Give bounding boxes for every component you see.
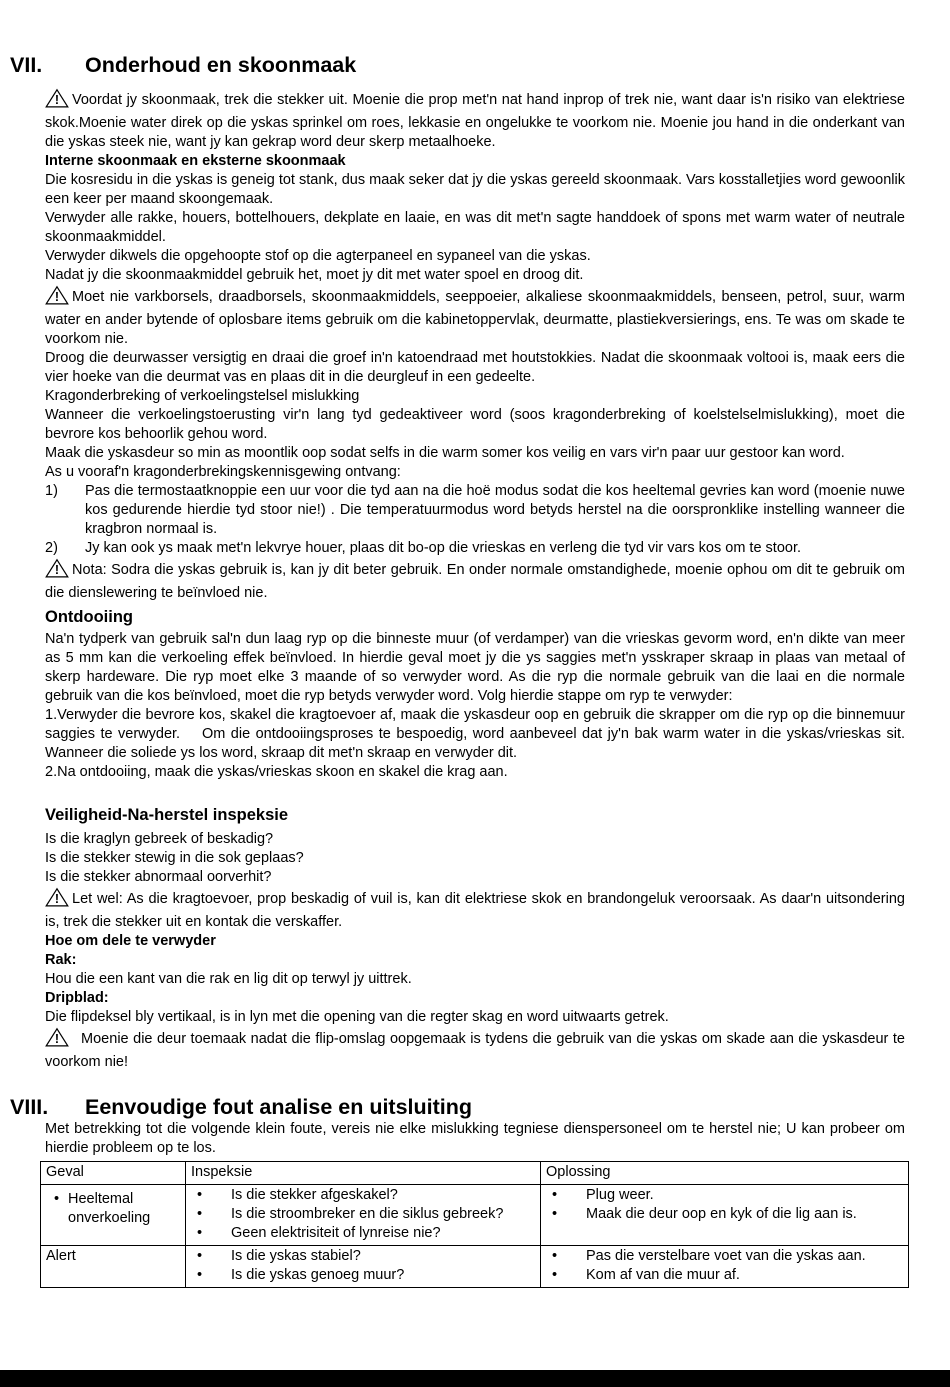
oplossing-text: Kom af van die muur af. <box>586 1267 740 1283</box>
bullet-item <box>46 1186 180 1228</box>
geval-text: Heeltemal onverkoeling <box>68 1191 151 1226</box>
bullet-item <box>546 1205 903 1224</box>
oplossing-text: Maak die deur oop en kyk of die lig aan is. <box>586 1206 857 1222</box>
bullet-icon: • <box>552 1267 558 1283</box>
para-door-minimal: Maak die yskasdeur so min as moontlik oop sodat selfs in die warm somer kos veilig en vars vir'n paar uur gestoor kan word. <box>45 445 845 461</box>
section-vii-number: VII. <box>10 53 43 77</box>
list-item-2 <box>45 539 905 558</box>
list-marker-2: 2) <box>45 540 58 556</box>
para-rack: Hou die een kant van die rak en lig dit op terwyl jy uittrek. <box>45 971 412 987</box>
section-viii-number: VIII. <box>10 1095 49 1119</box>
oplossing-text: Pas die verstelbare voet van die yskas aan. <box>586 1248 866 1264</box>
warning-text: Let wel: As die kragtoevoer, prop beskadig of vuil is, kan dit elektriese skok en brandongeluk veroorsaak. As daar'n uitsondering is, trek die stekker uit en kontak die verskaffer. <box>45 891 905 930</box>
list-text-2: Jy kan ook ys maak met'n lekvrye houer, plaas dit bo-op die vrieskas en verleng die tyd vir vars kos om te stoor. <box>85 540 802 556</box>
para-dust: Verwyder dikwels die opgehoopte stof op die agterpaneel en sypaneel van die yskas. <box>45 248 591 264</box>
bullet-item <box>191 1224 535 1243</box>
fault-table-row-2 <box>41 1246 909 1288</box>
warning-glyph: ! <box>54 892 60 907</box>
para-food-residue: Die kosresidu in die yskas is geneig tot stank, dus maak seker dat jy die yskas gereeld skoonmaak. Vars kosstalletjies word gewoonlik een keer per maand skoongemaak. <box>45 172 905 207</box>
warning-icon <box>45 558 69 584</box>
section-viii-title: Eenvoudige fout analise en uitsluiting <box>85 1095 473 1119</box>
para-power-failure-title: Kragonderbreking of verkoelingstelsel mislukking <box>45 388 360 404</box>
cell-geval-2 <box>41 1246 186 1288</box>
heading-safety-inspection: Veiligheid-Na-herstel inspeksie <box>45 806 289 824</box>
para-cooling-disabled: Wanneer die verkoelingstoerusting vir'n lang tyd gedeaktiveer word (soos kragonderbreking of koelstelselmislukking), moet die bevrore kos behoorlik gehou word. <box>45 407 905 442</box>
warning-glyph: ! <box>54 93 60 108</box>
bullet-item <box>546 1247 903 1266</box>
list-text-1: Pas die termostaatknoppie een uur voor die tyd aan na die hoë modus sodat die kos heeltemal gevries kan word (moenie nuwe kos gedurende hierdie tyd stoor nie!) . Die temperatuurmodus word betyds herstel na die oorspronklike instelling wanneer die kragbron normaal is. <box>85 483 905 537</box>
warning-note-usage <box>45 558 905 603</box>
warning-note-cleaning <box>45 88 905 152</box>
para-defrost-info: Na'n tydperk van gebruik sal'n dun laag ryp op die binneste muur (of verdamper) van die vrieskas gevorm word, en'n dikte van meer as 5 mm kan die verkoeling effek beïnvloed. In hierdie geval moet jy die ys saggies met'n ysskraper skraap in plaas van metaal of skerp hardeware. Die ryp moet elke 3 maande of so verwyder word. As die ryp die normale gebruik van die laai en die normale gebruik van die kos beïnvloed, moet die ryp betyds verwyder word. Volg hierdie stappe om ryp te verwyder: <box>45 631 905 704</box>
bullet-icon: • <box>54 1191 60 1207</box>
heading-defrost: Ontdooiing <box>45 608 133 626</box>
bullet-icon: • <box>197 1225 203 1241</box>
para-door-washer: Droog die deurwasser versigtig en draai die groef in'n katoendraad met houtstokkies. Nadat die skoonmaak voltooi is, maak eers die vier hoeke van die deurmat vas en plaas dit in die deurgleuf in een gedeelte. <box>45 350 905 385</box>
col-header-geval: Geval <box>41 1162 186 1185</box>
subheading-internal-external: Interne skoonmaak en eksterne skoonmaak <box>45 153 346 169</box>
para-advance-notice: As u vooraf'n kragonderbrekingskennisgewing ontvang: <box>45 464 401 480</box>
bullet-item <box>546 1266 903 1285</box>
question-plug-socket: Is die stekker stewig in die sok geplaas? <box>45 850 304 866</box>
warning-note-power-supply <box>45 887 905 932</box>
section-viii-heading <box>10 1094 905 1120</box>
warning-icon <box>45 88 69 114</box>
warning-icon <box>45 887 69 913</box>
bullet-item <box>191 1186 535 1205</box>
bullet-icon: • <box>197 1206 203 1222</box>
cell-geval-1 <box>41 1185 186 1246</box>
cell-inspeksie-1 <box>186 1185 541 1246</box>
geval-text: Alert <box>46 1248 76 1264</box>
page-footer-bar <box>0 1370 950 1387</box>
section-vii-title: Onderhoud en skoonmaak <box>85 53 357 77</box>
bullet-icon: • <box>197 1187 203 1203</box>
warning-glyph: ! <box>54 290 60 305</box>
para-fault-intro: Met betrekking tot die volgende klein foute, vereis nie elke mislukking tegniese dienspersoneel om te herstel nie; U kan probeer om hierdie probleem op te los. <box>45 1121 905 1156</box>
warning-note-materials <box>45 285 905 349</box>
para-remove-racks: Verwyder alle rakke, houers, bottelhouers, dekplate en laaie, en was dit met'n sagte handdoek of spons met warm water of neutrale skoonmaakmiddel. <box>45 210 905 245</box>
cell-inspeksie-2 <box>186 1246 541 1288</box>
col-header-inspeksie: Inspeksie <box>186 1162 541 1185</box>
question-power-line: Is die kraglyn gebreek of beskadig? <box>45 831 274 847</box>
bullet-item <box>191 1266 535 1285</box>
subheading-remove-parts: Hoe om dele te verwyder <box>45 933 216 949</box>
para-drip-tray: Die flipdeksel bly vertikaal, is in lyn met die opening van die regter skag en word uitwaarts getrek. <box>45 1009 669 1025</box>
inspeksie-text: Geen elektrisiteit of lynreise nie? <box>231 1225 441 1241</box>
warning-note-flip-cover <box>45 1027 905 1072</box>
list-item-1 <box>45 482 905 539</box>
fault-table <box>40 1161 909 1288</box>
para-defrost-step-1: 1.Verwyder die bevrore kos, skakel die kragtoevoer af, maak die yskasdeur oop en gebruik die skrapper om die ryp op die binnemuur saggies te verwyder. Om die ontdooiingsproses te bespoedig, word aanbeveel dat jy'n bak warm water in die yskas/vrieskas sit. Wanneer die soliede ys los word, skraap dit met'n skraap en verwyder dit. <box>45 707 905 761</box>
inspeksie-text: Is die stroombreker en die siklus gebreek? <box>231 1206 504 1222</box>
bullet-icon: • <box>552 1187 558 1203</box>
section-vii-heading <box>10 52 905 78</box>
bullet-icon: • <box>197 1248 203 1264</box>
bullet-icon: • <box>552 1206 558 1222</box>
fault-table-header-row <box>41 1162 909 1185</box>
para-rinse: Nadat jy die skoonmaakmiddel gebruik het, moet jy dit met water spoel en droog dit. <box>45 267 584 283</box>
label-drip-tray: Dripblad: <box>45 990 109 1006</box>
bullet-item <box>191 1205 535 1224</box>
label-rack: Rak: <box>45 952 77 968</box>
warning-text: Nota: Sodra die yskas gebruik is, kan jy dit beter gebruik. En onder normale omstandighede, moenie ophou om dit te gebruik om die dienslewering te beïnvloed nie. <box>45 562 905 601</box>
bullet-item <box>546 1186 903 1205</box>
bullet-icon: • <box>552 1248 558 1264</box>
fault-table-row-1 <box>41 1185 909 1246</box>
inspeksie-text: Is die yskas genoeg muur? <box>231 1267 405 1283</box>
warning-text: Voordat jy skoonmaak, trek die stekker uit. Moenie die prop met'n nat hand inprop of trek nie, want daar is'n risiko van elektriese skok.Moenie water direk op die yskas sprinkel om roes, lekkasie en ongelukke te voorkom nie. Moenie jou hand in die onderkant van die yskas steek nie, want jy kan gekrap word deur skerp metaalhoeke. <box>45 92 905 150</box>
inspeksie-text: Is die stekker afgeskakel? <box>231 1187 398 1203</box>
bullet-icon: • <box>197 1267 203 1283</box>
cell-oplossing-2 <box>541 1246 909 1288</box>
list-marker-1: 1) <box>45 483 58 499</box>
warning-icon <box>45 285 69 311</box>
warning-icon <box>45 1027 69 1053</box>
warning-text: Moenie die deur toemaak nadat die flip-omslag oopgemaak is tydens die gebruik van die yskas om skade aan die yskasdeur te voorkom nie! <box>45 1031 905 1070</box>
inspeksie-text: Is die yskas stabiel? <box>231 1248 361 1264</box>
col-header-oplossing: Oplossing <box>541 1162 909 1185</box>
warning-glyph: ! <box>54 563 60 578</box>
warning-glyph: ! <box>54 1032 60 1047</box>
para-defrost-step-2: 2.Na ontdooiing, maak die yskas/vrieskas skoon en skakel die krag aan. <box>45 764 508 780</box>
warning-text: Moet nie varkborsels, draadborsels, skoonmaakmiddels, seeppoeier, alkaliese skoonmaakmiddels, benseen, petrol, suur, warm water en ander bytende of oplosbare items gebruik om die kabinetoppervlak, deurmatte, plastiekversierings, ens. Te was om skade te voorkom nie. <box>45 289 905 347</box>
question-plug-overheat: Is die stekker abnormaal oorverhit? <box>45 869 272 885</box>
oplossing-text: Plug weer. <box>586 1187 654 1203</box>
cell-oplossing-1 <box>541 1185 909 1246</box>
bullet-item <box>191 1247 535 1266</box>
